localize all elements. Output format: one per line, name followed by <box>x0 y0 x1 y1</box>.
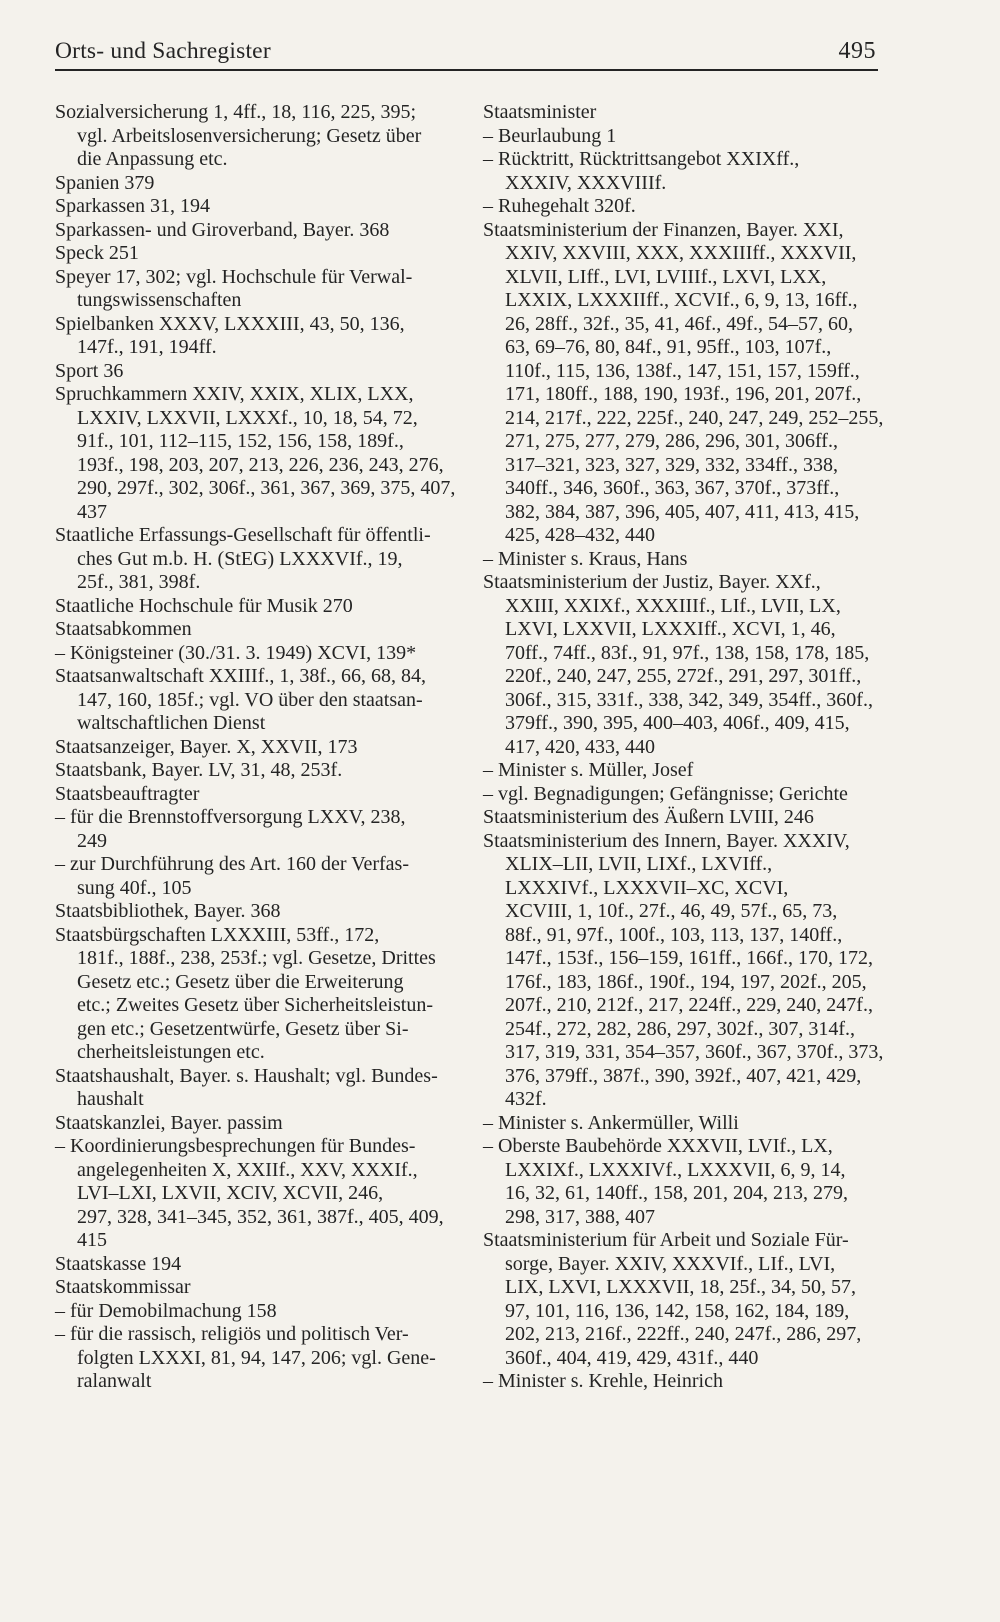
index-subentry <box>483 125 898 149</box>
index-entry <box>483 571 898 759</box>
entry-continuation-line: 171, 180ff., 188, 190, 193f., 196, 201, 207f., <box>505 383 862 405</box>
index-entry <box>55 313 470 360</box>
entry-continuation-line: 110f., 115, 136, 138f., 147, 151, 157, 159ff., <box>505 359 860 382</box>
index-column-left <box>55 101 470 1394</box>
index-entry <box>55 665 470 736</box>
index-entry <box>55 1065 470 1112</box>
entry-first-line: – für die rassisch, religiös und politisch Ver- <box>55 1323 409 1345</box>
index-subentry <box>55 1300 470 1324</box>
entry-first-line: Staatsministerium der Justiz, Bayer. XXf., <box>483 571 821 593</box>
running-header <box>55 36 876 66</box>
entry-continuation-line: 70ff., 74ff., 83f., 91, 97f., 138, 158, 178, 185, <box>505 641 870 664</box>
page-number: 495 <box>838 38 876 64</box>
entry-continuation-line: cherheitsleistungen etc. <box>77 1041 265 1063</box>
index-entry <box>483 219 898 548</box>
entry-continuation-line: 88f., 91, 97f., 100f., 103, 113, 137, 140ff., <box>505 923 843 946</box>
index-subentry <box>483 1370 898 1394</box>
entry-first-line: – Koordinierungsbesprechungen für Bundes- <box>55 1135 416 1157</box>
entry-continuation-line: gen etc.; Gesetzentwürfe, Gesetz über Si- <box>77 1017 409 1040</box>
index-entry <box>55 101 470 172</box>
entry-continuation-line: 437 <box>77 500 107 523</box>
entry-first-line: Speyer 17, 302; vgl. Hochschule für Verwal- <box>55 265 413 288</box>
entry-continuation-line: XCVIII, 1, 10f., 27f., 46, 49, 57f., 65, 73, <box>505 900 838 922</box>
entry-first-line: Staatsanwaltschaft XXIIIf., 1, 38f., 66, 68, 84, <box>55 665 427 687</box>
index-subentry <box>55 806 470 853</box>
index-column-right <box>483 101 898 1394</box>
entry-continuation-line: LXXIV, LXXVII, LXXXf., 10, 18, 54, 72, <box>77 406 418 429</box>
entry-first-line: – Ruhegehalt 320f. <box>483 195 636 217</box>
entry-first-line: Staatsministerium des Innern, Bayer. XXXIV, <box>483 829 850 852</box>
entry-first-line: – Minister s. Kraus, Hans <box>483 547 688 570</box>
entry-continuation-line: 415 <box>77 1229 107 1251</box>
entry-continuation-line: 91f., 101, 112–115, 152, 156, 158, 189f., <box>77 430 404 452</box>
entry-first-line: Staatsbibliothek, Bayer. 368 <box>55 900 281 922</box>
entry-continuation-line: LIX, LXVI, LXXXVII, 18, 25f., 34, 50, 57, <box>505 1276 857 1298</box>
entry-first-line: – Oberste Baubehörde XXXVII, LVIf., LX, <box>483 1135 833 1157</box>
index-entry <box>55 242 470 266</box>
entry-first-line: – für Demobilmachung 158 <box>55 1299 277 1322</box>
entry-continuation-line: sorge, Bayer. XXIV, XXXVIf., LIf., LVI, <box>505 1252 836 1275</box>
entry-continuation-line: sung 40f., 105 <box>77 876 192 899</box>
index-subentry <box>483 759 898 783</box>
entry-first-line: – Minister s. Ankermüller, Willi <box>483 1111 739 1134</box>
entry-continuation-line: ches Gut m.b. H. (StEG) LXXXVIf., 19, <box>77 547 403 570</box>
entry-continuation-line: 202, 213, 216f., 222ff., 240, 247f., 286, 297, <box>505 1323 862 1345</box>
entry-first-line: Sport 36 <box>55 359 124 382</box>
entry-first-line: Staatsministerium der Finanzen, Bayer. XXI, <box>483 218 844 241</box>
index-entry <box>55 900 470 924</box>
entry-continuation-line: 193f., 198, 203, 207, 213, 226, 236, 243, 276, <box>77 453 444 476</box>
entry-first-line: – Minister s. Krehle, Heinrich <box>483 1370 723 1392</box>
entry-continuation-line: XXXIV, XXXVIIIf. <box>505 171 667 194</box>
index-subentry <box>483 148 898 195</box>
index-entry <box>55 1253 470 1277</box>
index-subentry <box>483 195 898 219</box>
entry-continuation-line: 16, 32, 61, 140ff., 158, 201, 204, 213, 279, <box>505 1182 848 1204</box>
entry-continuation-line: 417, 420, 433, 440 <box>505 735 655 758</box>
entry-continuation-line: 214, 217f., 222, 225f., 240, 247, 249, 252–255, <box>505 406 884 429</box>
entry-first-line: Staatsminister <box>483 101 597 123</box>
entry-first-line: Sparkassen- und Giroverband, Bayer. 368 <box>55 218 390 241</box>
entry-first-line: – Königsteiner (30./31. 3. 1949) XCVI, 139* <box>55 641 417 664</box>
entry-continuation-line: waltschaftlichen Dienst <box>77 712 266 734</box>
index-entry <box>55 360 470 384</box>
entry-continuation-line: 147, 160, 185f.; vgl. VO über den staatsan- <box>77 688 423 711</box>
index-entry <box>483 1229 898 1370</box>
entry-continuation-line: 26, 28ff., 32f., 35, 41, 46f., 49f., 54–57, 60, <box>505 312 853 335</box>
entry-first-line: Staatsbeauftragter <box>55 782 200 805</box>
entry-continuation-line: 181f., 188f., 238, 253f.; vgl. Gesetze, Drittes <box>77 947 436 969</box>
index-subentry <box>483 783 898 807</box>
entry-continuation-line: LXVI, LXXVII, LXXXIff., XCVI, 1, 46, <box>505 618 836 640</box>
entry-continuation-line: haushalt <box>77 1088 144 1110</box>
index-entry <box>55 924 470 1065</box>
running-head-title: Orts- und Sachregister <box>55 38 271 64</box>
index-subentry <box>55 1323 470 1394</box>
index-entry <box>55 172 470 196</box>
entry-continuation-line: 317, 319, 331, 354–357, 360f., 367, 370f., 373, <box>505 1041 884 1063</box>
entry-continuation-line: 298, 317, 388, 407 <box>505 1205 655 1228</box>
entry-first-line: Staatshaushalt, Bayer. s. Haushalt; vgl. Bundes- <box>55 1064 438 1087</box>
entry-continuation-line: 97, 101, 116, 136, 142, 158, 162, 184, 189, <box>505 1299 850 1322</box>
entry-continuation-line: ralanwalt <box>77 1370 152 1392</box>
entry-continuation-line: XXIII, XXIXf., XXXIIIf., LIf., LVII, LX, <box>505 594 841 617</box>
entry-continuation-line: 249 <box>77 829 107 852</box>
entry-first-line: Staatskommissar <box>55 1276 191 1298</box>
entry-continuation-line: XLIX–LII, LVII, LIXf., LXVIff., <box>505 853 773 875</box>
entry-continuation-line: 220f., 240, 247, 255, 272f., 291, 297, 301ff., <box>505 665 862 687</box>
entry-continuation-line: 297, 328, 341–345, 352, 361, 387f., 405, 409, <box>77 1205 444 1228</box>
entry-continuation-line: XXIV, XXVIII, XXX, XXXIIIff., XXXVII, <box>505 242 857 264</box>
entry-continuation-line: 25f., 381, 398f. <box>77 571 201 593</box>
index-entry <box>55 195 470 219</box>
entry-first-line: Staatliche Erfassungs-Gesellschaft für öffentli- <box>55 524 431 546</box>
entry-continuation-line: 432f. <box>505 1088 547 1110</box>
entry-first-line: Staatsbank, Bayer. LV, 31, 48, 253f. <box>55 759 343 781</box>
entry-first-line: Staatskanzlei, Bayer. passim <box>55 1111 283 1134</box>
entry-first-line: – für die Brennstoffversorgung LXXV, 238, <box>55 806 406 828</box>
entry-continuation-line: LXXIX, LXXXIIff., XCVIf., 6, 9, 13, 16ff., <box>505 289 858 311</box>
entry-continuation-line: XLVII, LIff., LVI, LVIIIf., LXVI, LXX, <box>505 265 827 288</box>
entry-first-line: Staatsanzeiger, Bayer. X, XXVII, 173 <box>55 735 358 758</box>
index-entry <box>55 618 470 642</box>
entry-first-line: Spielbanken XXXV, LXXXIII, 43, 50, 136, <box>55 312 405 335</box>
index-subentry <box>483 548 898 572</box>
entry-continuation-line: 306f., 315, 331f., 338, 342, 349, 354ff., 360f., <box>505 688 873 711</box>
header-rule <box>55 69 878 71</box>
entry-first-line: Staatskasse 194 <box>55 1252 182 1275</box>
entry-continuation-line: 425, 428–432, 440 <box>505 524 655 546</box>
index-entry <box>55 1112 470 1136</box>
index-subentry <box>483 1112 898 1136</box>
index-entry <box>55 595 470 619</box>
entry-continuation-line: 63, 69–76, 80, 84f., 91, 95ff., 103, 107f., <box>505 336 832 358</box>
index-subentry <box>483 1135 898 1229</box>
entry-continuation-line: LVI–LXI, LXVII, XCIV, XCVII, 246, <box>77 1182 384 1204</box>
entry-continuation-line: 147f., 153f., 156–159, 161ff., 166f., 170, 172, <box>505 947 873 969</box>
entry-continuation-line: 376, 379ff., 387f., 390, 392f., 407, 421, 429, <box>505 1064 862 1087</box>
entry-continuation-line: 382, 384, 387, 396, 405, 407, 411, 413, 415, <box>505 500 860 523</box>
entry-first-line: Staatsministerium des Äußern LVIII, 246 <box>483 806 814 828</box>
entry-continuation-line: LXXIXf., LXXXIVf., LXXXVII, 6, 9, 14, <box>505 1158 846 1181</box>
index-entry <box>55 266 470 313</box>
index-subentry <box>55 1135 470 1253</box>
entry-continuation-line: 290, 297f., 302, 306f., 361, 367, 369, 375, 407, <box>77 477 456 499</box>
entry-continuation-line: 147f., 191, 194ff. <box>77 336 217 358</box>
index-entry <box>55 524 470 595</box>
entry-continuation-line: 271, 275, 277, 279, 286, 296, 301, 306ff., <box>505 430 838 452</box>
entry-first-line: – Minister s. Müller, Josef <box>483 759 694 781</box>
entry-first-line: Sozialversicherung 1, 4ff., 18, 116, 225, 395; <box>55 101 417 123</box>
entry-first-line: Speck 251 <box>55 242 139 264</box>
entry-continuation-line: Gesetz etc.; Gesetz über die Erweiterung <box>77 970 404 993</box>
entry-first-line: Spanien 379 <box>55 171 155 194</box>
index-entry <box>55 219 470 243</box>
entry-first-line: – zur Durchführung des Art. 160 der Verfas- <box>55 853 409 875</box>
entry-first-line: Staatsbürgschaften LXXXIII, 53ff., 172, <box>55 923 380 946</box>
entry-continuation-line: 379ff., 390, 395, 400–403, 406f., 409, 415, <box>505 712 850 734</box>
index-subentry <box>55 853 470 900</box>
entry-continuation-line: 207f., 210, 212f., 217, 224ff., 229, 240, 247f., <box>505 994 873 1016</box>
index-entry <box>55 783 470 807</box>
entry-continuation-line: etc.; Zweites Gesetz über Sicherheitsleistun- <box>77 994 433 1016</box>
entry-continuation-line: tungswissenschaften <box>77 289 242 311</box>
entry-first-line: Staatsministerium für Arbeit und Soziale Für- <box>483 1229 849 1251</box>
entry-continuation-line: 360f., 404, 419, 429, 431f., 440 <box>505 1346 759 1369</box>
entry-continuation-line: 176f., 183, 186f., 190f., 194, 197, 202f., 205, <box>505 970 867 993</box>
index-entry <box>55 759 470 783</box>
entry-continuation-line: angelegenheiten X, XXIIf., XXV, XXXIf., <box>77 1158 418 1181</box>
entry-continuation-line: LXXXIVf., LXXXVII–XC, XCVI, <box>505 876 789 899</box>
entry-first-line: – Rücktritt, Rücktrittsangebot XXIXff., <box>483 148 800 170</box>
entry-first-line: Staatsabkommen <box>55 618 192 640</box>
index-entry <box>55 1276 470 1300</box>
index-subentry <box>55 642 470 666</box>
entry-continuation-line: 340ff., 346, 360f., 363, 367, 370f., 373ff., <box>505 477 840 499</box>
entry-first-line: – Beurlaubung 1 <box>483 124 617 147</box>
entry-first-line: Spruchkammern XXIV, XXIX, XLIX, LXX, <box>55 383 414 405</box>
entry-continuation-line: 254f., 272, 282, 286, 297, 302f., 307, 314f., <box>505 1017 855 1040</box>
entry-first-line: Sparkassen 31, 194 <box>55 195 210 217</box>
index-entry <box>483 830 898 1112</box>
entry-continuation-line: 317–321, 323, 327, 329, 332, 334ff., 338, <box>505 453 838 476</box>
entry-continuation-line: vgl. Arbeitslosenversicherung; Gesetz über <box>77 124 422 147</box>
index-entry <box>483 806 898 830</box>
index-entry <box>55 383 470 524</box>
index-entry <box>55 736 470 760</box>
index-entry <box>483 101 898 125</box>
entry-first-line: – vgl. Begnadigungen; Gefängnisse; Gerichte <box>483 782 848 805</box>
entry-continuation-line: die Anpassung etc. <box>77 148 228 170</box>
entry-continuation-line: folgten LXXXI, 81, 94, 147, 206; vgl. Gene- <box>77 1346 436 1369</box>
entry-first-line: Staatliche Hochschule für Musik 270 <box>55 594 353 617</box>
